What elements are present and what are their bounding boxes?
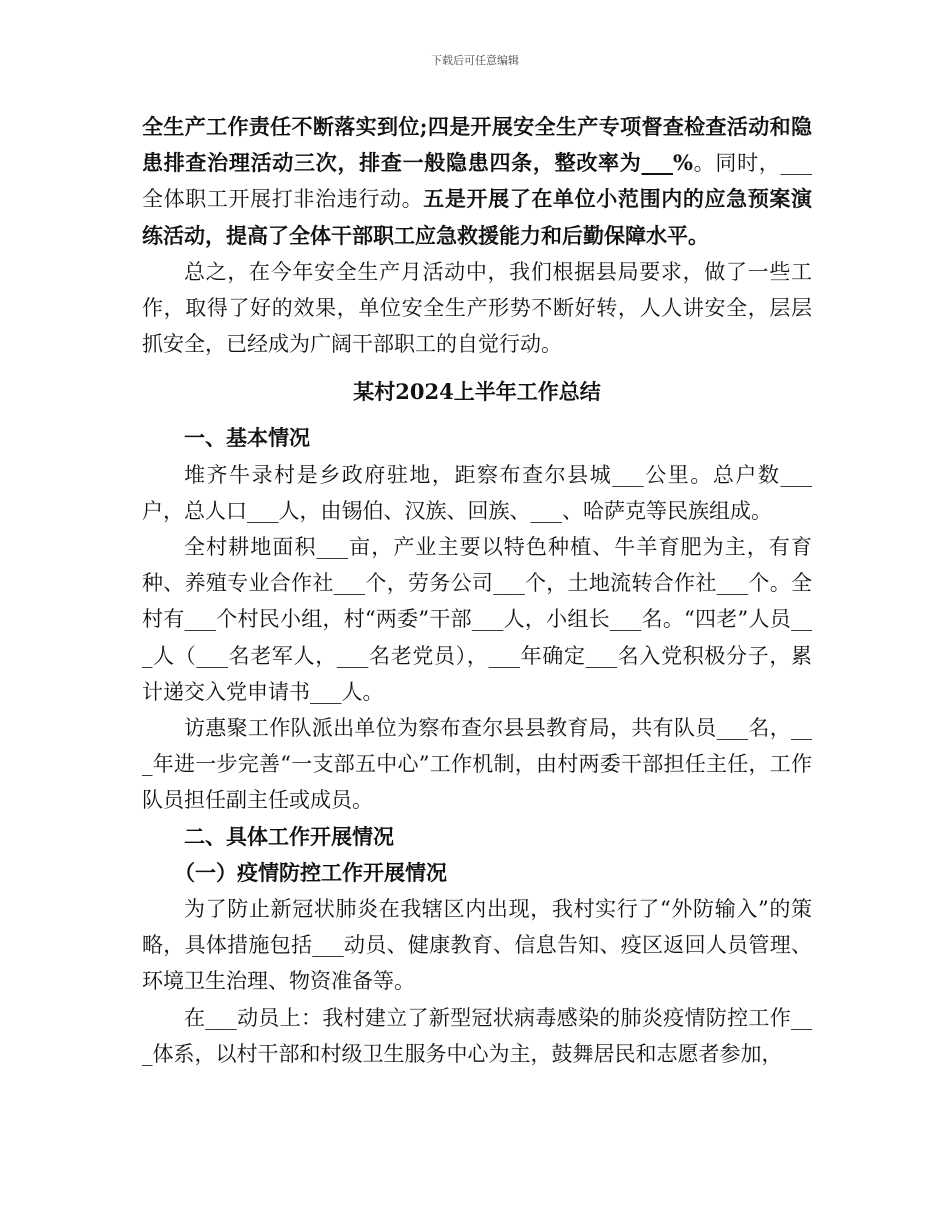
normal-segment: 。同时，___全体职工开展打非治违行动。	[142, 151, 813, 212]
document-title: 某村2024上半年工作总结	[353, 379, 601, 405]
section-heading-work: 二、具体工作开展情况	[184, 823, 394, 849]
paragraph-village-intro: 堆齐牛录村是乡政府驻地，距察布查尔县城___公里。总户数___户，总人口___人，由锡伯、汉族、回族、___、哈萨克等民族组成。	[142, 462, 812, 523]
section-heading-basic: 一、基本情况	[184, 425, 310, 451]
paragraph-continued	[142, 109, 812, 254]
subsection-heading-epidemic: （一）疫情防控工作开展情况	[174, 859, 447, 885]
document-body	[142, 109, 812, 1072]
page-header: 下载后可任意编辑	[431, 54, 519, 67]
paragraph-work-team: 访惠聚工作队派出单位为察布查尔县县教育局，共有队员___名，___年进一步完善“一支部五中心”工作机制，由村两委干部担任主任，工作队员担任副主任或成员。	[142, 716, 812, 813]
bold-segment: 全生产工作责任不断落实到位;四是开展安全生产专项督查检查活动和隐患排查治理活动三次，排查一般隐患四条，整改率为___%	[142, 114, 812, 176]
summary-paragraph: 总之，在今年安全生产月活动中，我们根据县局要求，做了一些工作，取得了好的效果，单位安全生产形势不断好转，人人讲安全，层层抓安全，已经成为广阔干部职工的自觉行动。	[142, 259, 812, 357]
bold-segment: 五是开展了在单位小范围内的应急预案演练活动，提高了全体干部职工应急救援能力和后勤保障水平。	[142, 186, 812, 248]
paragraph-epidemic-mobilization: 在___动员上：我村建立了新型冠状病毒感染的肺炎疫情防控工作___体系，以村干部和村级卫生服务中心为主，鼓舞居民和志愿者参加，	[142, 1005, 812, 1066]
paragraph-village-stats: 全村耕地面积___亩，产业主要以特色种植、牛羊育肥为主，有育种、养殖专业合作社___个，劳务公司___个，土地流转合作社___个。全村有___个村民小组，村“两委”干部___人，小组长___名。“四老”人员___人（___名老军人，___名老党员），___年确定___名入党积极分子，累计递交入党申请书___人。	[142, 535, 812, 704]
paragraph-epidemic-strategy: 为了防止新冠状肺炎在我辖区内出现，我村实行了“外防输入”的策略，具体措施包括___动员、健康教育、信息告知、疫区返回人员管理、环境卫生治理、物资准备等。	[142, 897, 812, 994]
